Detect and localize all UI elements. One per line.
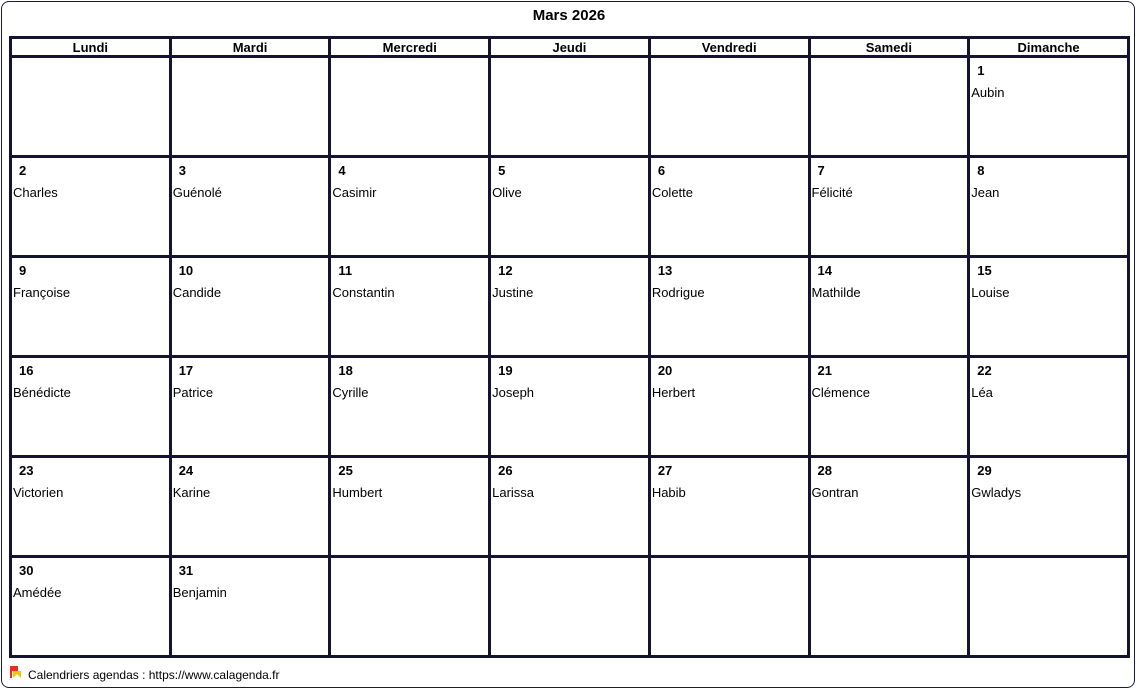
day-number: 21 (817, 363, 832, 378)
day-cell[interactable] (649, 157, 809, 257)
day-number: 27 (657, 463, 673, 478)
day-number: 10 (178, 263, 194, 278)
day-number: 23 (19, 463, 34, 478)
day-cell[interactable] (11, 357, 171, 457)
week-row (11, 257, 1129, 357)
weekday-header: Dimanche (969, 38, 1129, 57)
calagenda-logo-icon (9, 665, 23, 679)
weekday-header: Samedi (809, 38, 969, 57)
day-cell[interactable] (170, 157, 330, 257)
weekday-header-row (11, 38, 1129, 57)
weekday-header: Lundi (11, 38, 171, 57)
saint-name: Victorien (13, 485, 64, 500)
day-number: 29 (977, 463, 992, 478)
saint-name: Karine (172, 485, 211, 500)
day-cell[interactable] (809, 257, 969, 357)
saint-name: Bénédicte (13, 385, 71, 400)
day-cell[interactable] (809, 157, 969, 257)
day-number: 9 (19, 263, 27, 278)
week-row (11, 457, 1129, 557)
week-row (11, 57, 1129, 157)
day-cell[interactable] (11, 557, 171, 657)
day-cell[interactable] (170, 457, 330, 557)
saint-name: Larissa (492, 485, 535, 500)
day-cell[interactable] (330, 357, 490, 457)
day-cell[interactable] (330, 457, 490, 557)
saint-name: Olive (492, 185, 522, 200)
day-number: 2 (19, 163, 27, 178)
saint-name: Patrice (172, 385, 214, 400)
day-cell[interactable] (969, 57, 1129, 157)
saint-name: Jean (971, 185, 1000, 200)
day-number: 25 (338, 463, 353, 478)
day-number: 18 (338, 363, 353, 378)
calendar-grid (9, 36, 1130, 658)
day-number: 1 (977, 63, 985, 78)
weekday-header: Jeudi (490, 38, 650, 57)
day-cell[interactable] (330, 157, 490, 257)
empty-day-cell[interactable] (490, 557, 650, 657)
saint-name: Gwladys (971, 485, 1022, 500)
day-cell[interactable] (490, 457, 650, 557)
day-number: 31 (178, 563, 194, 578)
day-number: 11 (338, 263, 353, 278)
day-cell[interactable] (11, 157, 171, 257)
saint-name: Constantin (332, 285, 395, 300)
empty-day-cell[interactable] (649, 57, 809, 157)
day-cell[interactable] (809, 357, 969, 457)
saint-name: Habib (651, 485, 686, 500)
day-number: 30 (19, 563, 34, 578)
day-number: 8 (977, 163, 985, 178)
day-cell[interactable] (490, 157, 650, 257)
week-row (11, 157, 1129, 257)
day-cell[interactable] (969, 257, 1129, 357)
day-cell[interactable] (11, 257, 171, 357)
day-cell[interactable] (969, 357, 1129, 457)
day-number: 7 (817, 163, 825, 178)
empty-day-cell[interactable] (330, 557, 490, 657)
day-number: 22 (977, 363, 992, 378)
saint-name: Herbert (651, 385, 696, 400)
empty-day-cell[interactable] (11, 57, 171, 157)
calendar-body (11, 57, 1129, 657)
saint-name: Léa (971, 385, 993, 400)
saint-name: Félicité (811, 185, 853, 200)
empty-day-cell[interactable] (969, 557, 1129, 657)
saint-name: Mathilde (811, 285, 861, 300)
saint-name: Louise (971, 285, 1010, 300)
saint-name: Casimir (332, 185, 377, 200)
day-number: 12 (498, 263, 513, 278)
saint-name: Clémence (811, 385, 871, 400)
day-cell[interactable] (330, 257, 490, 357)
day-number: 6 (657, 163, 666, 178)
day-cell[interactable] (649, 457, 809, 557)
saint-name: Françoise (13, 285, 71, 300)
day-number: 13 (657, 263, 673, 278)
saint-name: Rodrigue (651, 285, 705, 300)
saint-name: Candide (172, 285, 222, 300)
weekday-header: Mercredi (330, 38, 490, 57)
day-cell[interactable] (649, 257, 809, 357)
day-number: 17 (178, 363, 194, 378)
saint-name: Justine (492, 285, 534, 300)
day-cell[interactable] (969, 457, 1129, 557)
day-number: 28 (817, 463, 832, 478)
saint-name: Humbert (332, 485, 383, 500)
day-cell[interactable] (809, 457, 969, 557)
day-cell[interactable] (490, 357, 650, 457)
saint-name: Colette (651, 185, 694, 200)
empty-day-cell[interactable] (330, 57, 490, 157)
calendar-title: Mars 2026 (532, 7, 606, 24)
week-row (11, 557, 1129, 657)
day-cell[interactable] (490, 257, 650, 357)
day-number: 4 (338, 163, 346, 178)
footer (9, 668, 279, 682)
day-number: 14 (817, 263, 832, 278)
day-number: 15 (977, 263, 992, 278)
day-cell[interactable] (170, 557, 330, 657)
weekday-header: Mardi (170, 38, 330, 57)
empty-day-cell[interactable] (809, 557, 969, 657)
day-number: 24 (178, 463, 194, 478)
week-row (11, 357, 1129, 457)
saint-name: Aubin (971, 85, 1005, 100)
day-number: 16 (19, 363, 34, 378)
day-cell[interactable] (649, 357, 809, 457)
day-number: 19 (498, 363, 513, 378)
day-number: 3 (178, 163, 186, 178)
empty-day-cell[interactable] (649, 557, 809, 657)
day-cell[interactable] (969, 157, 1129, 257)
footer-text: Calendriers agendas : https://www.calagenda.fr (28, 668, 280, 682)
day-number: 26 (498, 463, 513, 478)
saint-name: Joseph (492, 385, 535, 400)
saint-name: Benjamin (172, 585, 227, 600)
empty-day-cell[interactable] (490, 57, 650, 157)
day-cell[interactable] (170, 257, 330, 357)
saint-name: Charles (13, 185, 58, 200)
empty-day-cell[interactable] (809, 57, 969, 157)
saint-name: Gontran (811, 485, 859, 500)
saint-name: Amédée (13, 585, 62, 600)
weekday-header: Vendredi (649, 38, 809, 57)
day-cell[interactable] (170, 357, 330, 457)
day-cell[interactable] (11, 457, 171, 557)
day-number: 20 (657, 363, 673, 378)
empty-day-cell[interactable] (170, 57, 330, 157)
saint-name: Guénolé (172, 185, 222, 200)
saint-name: Cyrille (332, 385, 369, 400)
day-number: 5 (498, 163, 506, 178)
